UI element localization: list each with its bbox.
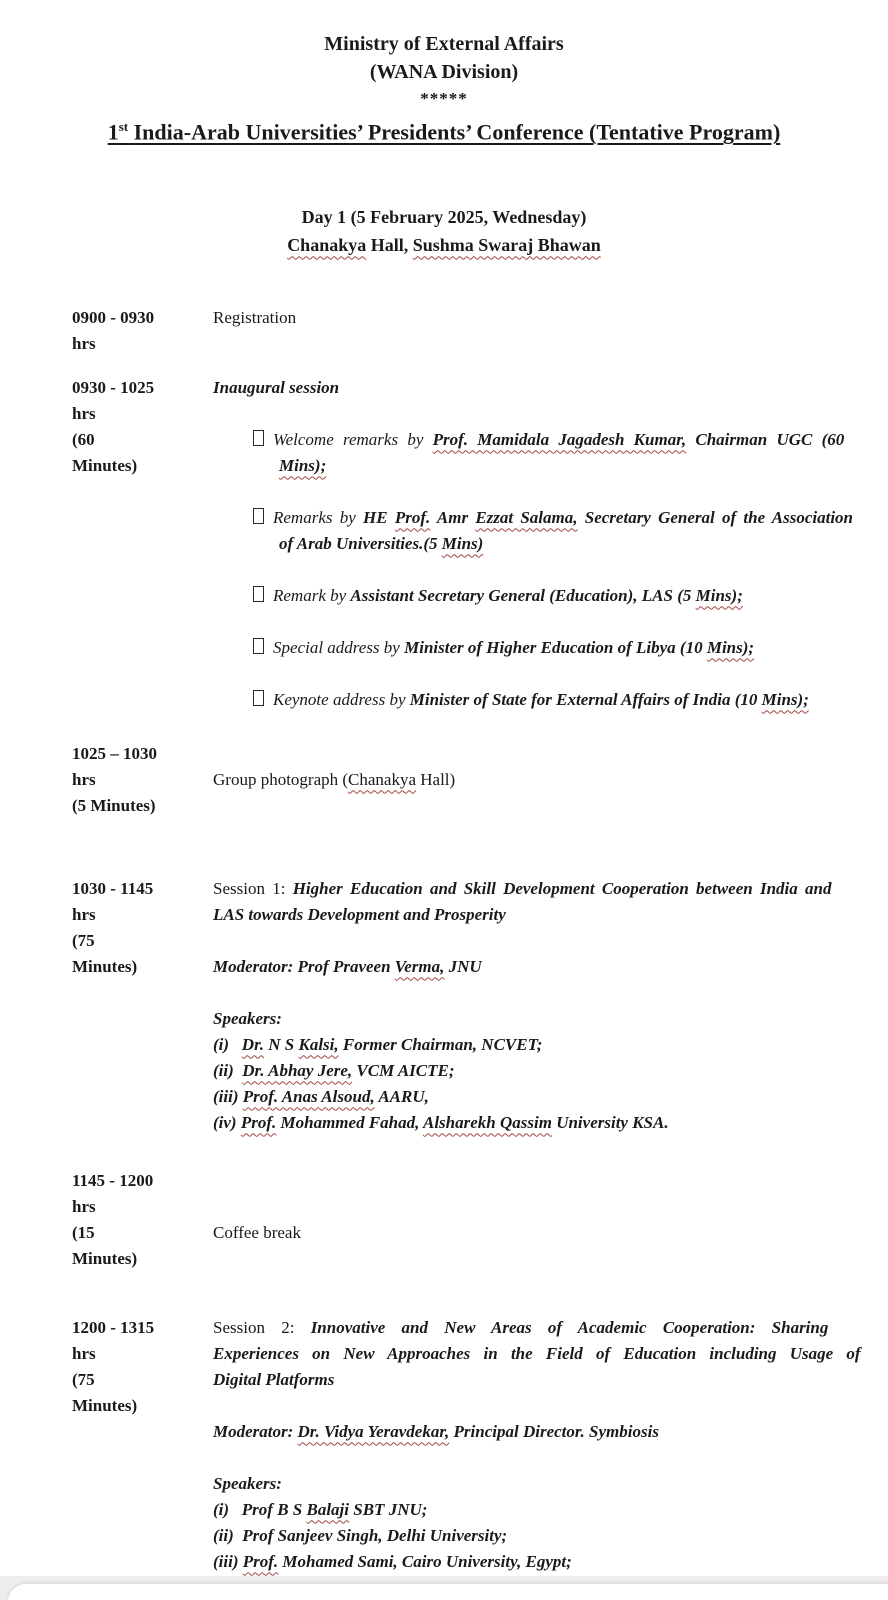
text-segment: Minister of State for External Affairs of India (10 (409, 690, 762, 710)
text-segment: (i) Prof B S (213, 1500, 307, 1520)
text-segment: Former Chairman, NCVET; (338, 1035, 543, 1055)
text-segment: Prof. (242, 1552, 279, 1572)
text-segment: VCM AICTE; (352, 1061, 455, 1081)
text-segment: University KSA. (551, 1113, 669, 1133)
content-line (213, 531, 888, 557)
text-segment: (iii) (213, 1087, 243, 1107)
content-line (213, 1110, 888, 1136)
text-segment: LAS towards Development and Prosperity (213, 905, 506, 925)
text-segment: N S (264, 1035, 299, 1055)
ministry-title: Ministry of External Affairs (324, 33, 564, 55)
text-segment: Registration (213, 308, 297, 328)
time-cell (72, 1315, 213, 1600)
schedule-row (72, 1168, 888, 1272)
content-line (213, 375, 888, 401)
bottom-sheet (8, 1584, 888, 1600)
text-segment: Chanakya (348, 770, 417, 790)
time-text: hrs (72, 1197, 96, 1217)
text-segment: Mins); (695, 586, 743, 606)
text-segment: (ii) (213, 1061, 243, 1081)
content-line (213, 635, 888, 661)
content-line (213, 767, 888, 793)
text-segment: Mohamed Sami, Cairo University, Egypt; (278, 1552, 572, 1572)
content-cell (213, 305, 888, 357)
text-segment: SBT JNU; (349, 1500, 428, 1520)
text-segment: Digital Platforms (213, 1370, 335, 1390)
content-line (213, 1032, 888, 1058)
content-line (213, 1341, 888, 1367)
division-title: (WANA Division) (369, 61, 519, 83)
content-cell (213, 741, 888, 819)
text-segment: HE (363, 508, 395, 528)
text-segment: (iii) (213, 1552, 243, 1572)
text-segment: Group photograph ( (213, 770, 349, 790)
content-line (213, 1497, 888, 1523)
time-text: (15 (72, 1223, 95, 1243)
content-line (213, 1315, 888, 1341)
missing-glyph-box-icon (253, 508, 264, 524)
content-line (213, 876, 888, 902)
text-segment: Prof. (240, 1113, 277, 1133)
time-cell (72, 375, 213, 713)
text-segment: Inaugural session (213, 378, 340, 398)
time-text: 1145 - 1200 (72, 1171, 154, 1191)
text-segment: Kalsi, (298, 1035, 339, 1055)
text-segment: Mins) (441, 534, 484, 554)
text-segment: Speakers: (213, 1009, 282, 1029)
content-cell (213, 1168, 888, 1272)
blank-line (213, 401, 888, 427)
missing-glyph-box-icon (253, 430, 264, 446)
content-line (213, 902, 888, 928)
text-segment: Chanakya (287, 235, 367, 256)
text-segment: Prof. (394, 508, 431, 528)
time-text: 1025 – 1030 (72, 744, 157, 764)
text-segment: Session 1: (213, 879, 293, 899)
text-segment: Keynote address by (273, 690, 410, 710)
text-segment: Prof. Mamidala Jagadesh Kumar, (432, 430, 687, 450)
missing-glyph-box-icon (253, 690, 264, 706)
text-segment: Dr. Vidya Yeravdekar, (297, 1422, 450, 1442)
conference-title-text: India-Arab Universities’ Presidents’ Conference (Tentative Program) (128, 119, 781, 145)
time-text: 1030 - 1145 (72, 879, 154, 899)
time-text: hrs (72, 404, 96, 424)
text-segment: Special address by (273, 638, 405, 658)
text-segment: Coffee break (213, 1223, 301, 1243)
blank-line (213, 741, 888, 767)
text-segment: Sushma Swaraj Bhawan (412, 235, 601, 256)
text-segment: Dr. (241, 1035, 265, 1055)
time-text: 1200 - 1315 (72, 1318, 155, 1338)
schedule-row (72, 876, 888, 1136)
content-cell (213, 1315, 888, 1600)
text-segment: Remark by (273, 586, 351, 606)
text-segment: AARU, (374, 1087, 429, 1107)
text-segment: Higher Education and Skill Development Cooperation between India and (292, 879, 832, 899)
text-segment: Moderator: (213, 1422, 298, 1442)
conference-number-suffix: st (118, 119, 129, 134)
blank-line (213, 1168, 888, 1194)
text-segment: Session 2: (213, 1318, 311, 1338)
time-cell (72, 741, 213, 819)
content-line (213, 1419, 888, 1445)
text-segment: (iv) (213, 1113, 241, 1133)
time-text: (75 (72, 1370, 95, 1390)
text-segment: Hall) (416, 770, 456, 790)
text-segment: Mins); (761, 690, 809, 710)
document-header (0, 0, 888, 259)
text-segment: Amr (430, 508, 476, 528)
content-line (213, 583, 888, 609)
content-line (213, 305, 888, 331)
text-segment: Welcome remarks by (273, 430, 433, 450)
content-line (213, 1084, 888, 1110)
text-segment: Principal Director. Symbiosis (449, 1422, 659, 1442)
text-segment: Hall, (366, 235, 413, 256)
missing-glyph-box-icon (253, 586, 264, 602)
time-text: (60 (72, 430, 95, 450)
time-text: Minutes) (72, 456, 138, 476)
content-line (213, 687, 888, 713)
content-cell (213, 375, 888, 713)
content-line (213, 505, 888, 531)
text-segment: JNU (444, 957, 482, 977)
content-cell (213, 876, 888, 1136)
time-cell (72, 1168, 213, 1272)
time-text: hrs (72, 905, 96, 925)
schedule-row (72, 375, 888, 713)
text-segment: Mins); (706, 638, 755, 658)
text-segment: (ii) Prof Sanjeev Singh, Delhi University; (213, 1526, 508, 1546)
text-segment: Moderator: Prof Praveen (213, 957, 395, 977)
schedule-row (72, 741, 888, 819)
content-line (213, 954, 888, 980)
venue-line (0, 231, 888, 259)
text-segment: Prof. Anas Alsoud, (242, 1087, 375, 1107)
content-line (213, 1006, 888, 1032)
blank-line (213, 1194, 888, 1220)
schedule-row (72, 305, 888, 357)
missing-glyph-box-icon (253, 638, 264, 654)
text-segment: Mohammed Fahad, (276, 1113, 423, 1133)
conference-number: 1 (107, 119, 119, 145)
text-segment: Chairman UGC (60 (686, 430, 845, 450)
text-segment: Alsharekh Qassim (423, 1113, 552, 1133)
content-line (213, 1523, 888, 1549)
text-segment: Assistant Secretary General (Education), LAS (5 (350, 586, 696, 606)
schedule (0, 305, 888, 1600)
text-segment: Speakers: (213, 1474, 282, 1494)
content-line (213, 1367, 888, 1393)
text-segment: Dr. Abhay Jere, (242, 1061, 353, 1081)
time-cell (72, 305, 213, 357)
text-segment: Mins); (279, 456, 327, 476)
text-segment: Minister of Higher Education of Libya (10 (404, 638, 707, 658)
text-segment: Experiences on New Approaches in the Field of Education including Usage of (213, 1344, 861, 1364)
content-line (213, 1471, 888, 1497)
time-text: 0900 - 0930 (72, 308, 155, 328)
text-segment: Balaji (306, 1500, 350, 1520)
time-text: (5 Minutes) (72, 796, 156, 816)
time-cell (72, 876, 213, 1136)
text-segment: (i) (213, 1035, 242, 1055)
content-line (213, 1220, 888, 1246)
text-segment: Ezzat Salama, (475, 508, 578, 528)
time-text: hrs (72, 1344, 96, 1364)
time-text: hrs (72, 770, 96, 790)
text-segment: Secretary General of the Association (577, 508, 854, 528)
text-segment: Innovative and New Areas of Academic Cooperation: Sharing (310, 1318, 829, 1338)
time-text: Minutes) (72, 1396, 138, 1416)
content-line (213, 427, 888, 453)
text-segment: Remarks by (273, 508, 364, 528)
time-text: (75 (72, 931, 95, 951)
time-text: 0930 - 1025 (72, 378, 155, 398)
text-segment: Verma, (394, 957, 445, 977)
text-segment: of Arab Universities.(5 (279, 534, 442, 554)
schedule-row (72, 1315, 888, 1600)
content-line (213, 453, 888, 479)
time-text: Minutes) (72, 1249, 138, 1269)
separator-stars: ***** (420, 89, 468, 108)
conference-title (0, 112, 888, 147)
day-line: Day 1 (5 February 2025, Wednesday) (301, 207, 587, 228)
content-line (213, 1058, 888, 1084)
time-text: Minutes) (72, 957, 138, 977)
content-line (213, 1549, 888, 1575)
time-text: hrs (72, 334, 96, 354)
